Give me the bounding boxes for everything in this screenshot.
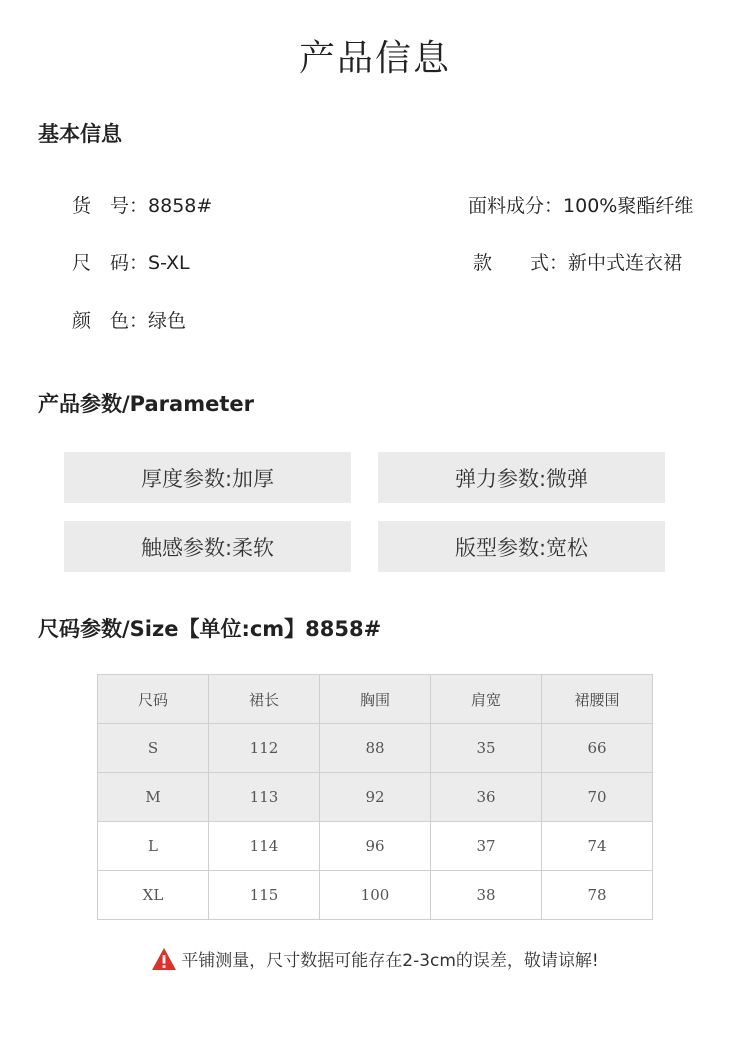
table-header-row [98,675,653,724]
color-field [72,306,186,333]
basic-info-heading: 基本信息 [38,122,122,146]
page-title: 产品信息 [298,38,451,79]
material-value: 100%聚酯纤维 [563,195,694,217]
params-heading: 产品参数/Parameter [38,392,254,416]
material-label: 面料成分： [468,195,564,217]
size-label: 尺 码： [72,252,149,274]
item-no-field [72,191,212,218]
notice-text: 平铺测量，尺寸数据可能存在2-3cm的误差，敬请谅解! [181,951,599,971]
table-row [98,871,653,920]
elasticity-param: 弹力参数:微弹 [378,452,665,503]
thickness-param: 厚度参数:加厚 [64,452,351,503]
table-header-cell: 裙长 [209,675,320,724]
table-cell: 74 [542,822,653,871]
table-cell: M [98,773,209,822]
measurement-notice [0,946,750,971]
material-field [468,191,693,218]
touch-param: 触感参数:柔软 [64,521,351,572]
table-cell: 100 [320,871,431,920]
table-cell: 96 [320,822,431,871]
table-cell: L [98,822,209,871]
table-cell: 70 [542,773,653,822]
size-chart-heading: 尺码参数/Size【单位:cm】8858# [38,617,382,641]
fit-param: 版型参数:宽松 [378,521,665,572]
table-header-cell: 肩宽 [431,675,542,724]
size-field [72,248,190,275]
table-cell: 92 [320,773,431,822]
table-row [98,822,653,871]
table-cell: 115 [209,871,320,920]
size-value: S-XL [148,252,190,274]
table-cell: 66 [542,724,653,773]
color-label: 颜 色： [72,310,149,332]
style-label: 款 式： [473,252,569,274]
table-cell: 112 [209,724,320,773]
table-cell: XL [98,871,209,920]
table-row [98,724,653,773]
table-cell: 113 [209,773,320,822]
table-cell: 37 [431,822,542,871]
item-no-value: 8858# [148,195,213,217]
table-header-cell: 胸围 [320,675,431,724]
item-no-label: 货 号： [72,195,149,217]
table-cell: 36 [431,773,542,822]
style-value: 新中式连衣裙 [568,252,683,274]
size-table [97,674,653,920]
style-field [473,248,682,275]
table-cell: S [98,724,209,773]
table-cell: 38 [431,871,542,920]
table-cell: 114 [209,822,320,871]
table-row [98,773,653,822]
table-header-cell: 裙腰围 [542,675,653,724]
table-cell: 35 [431,724,542,773]
table-cell: 78 [542,871,653,920]
color-value: 绿色 [148,310,187,332]
warning-icon [151,947,177,971]
table-cell: 88 [320,724,431,773]
table-header-cell: 尺码 [98,675,209,724]
